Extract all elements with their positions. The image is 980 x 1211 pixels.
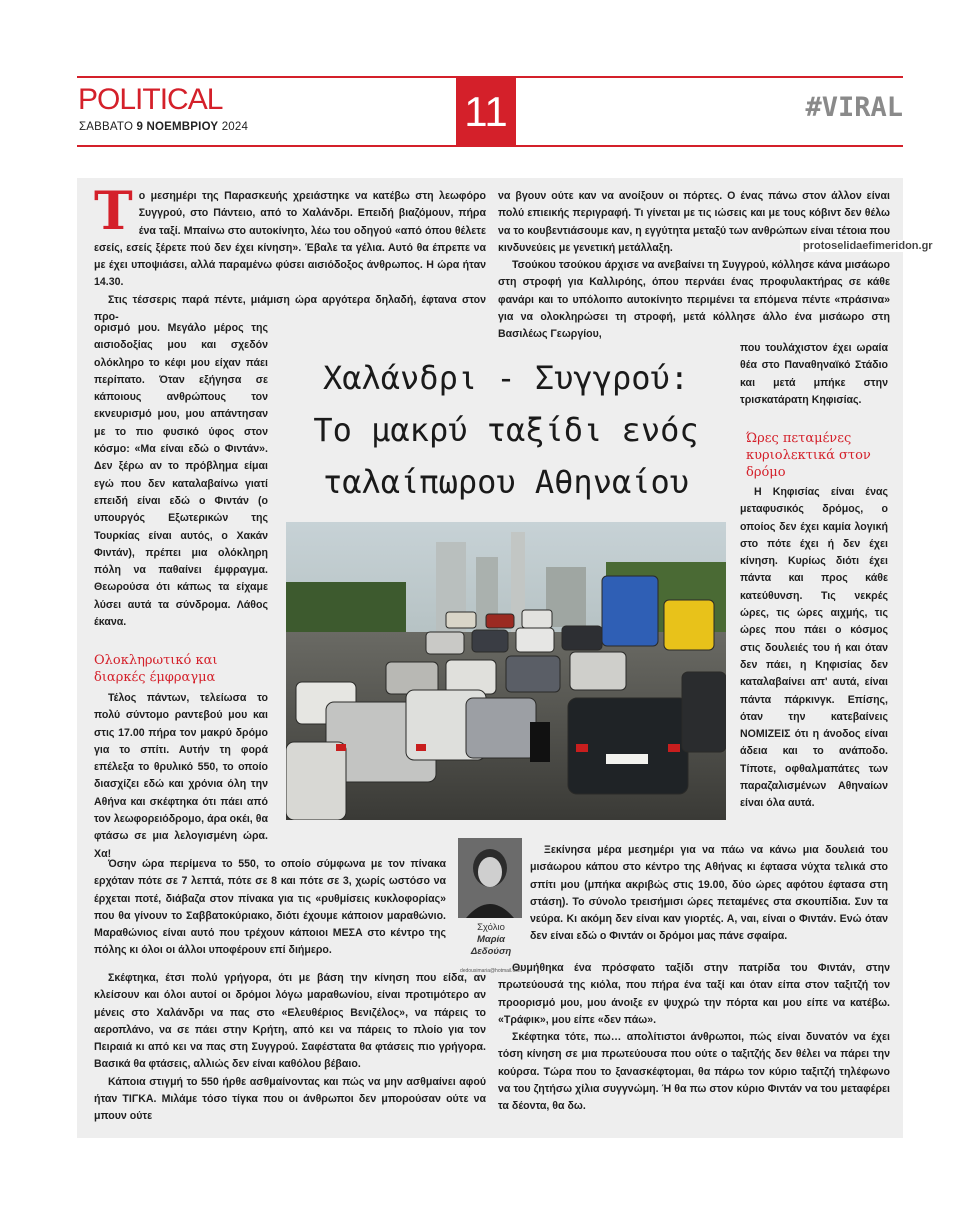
issue-date: [79, 121, 248, 133]
drop-cap: Τ: [94, 181, 133, 242]
headline: [286, 352, 726, 508]
left-column-upper: [94, 320, 268, 631]
article-intro: [94, 181, 486, 326]
paragraph-10: Ξεκίνησα μέρα μεσημέρι για να πάω να κάνω μια δουλειά του μισάωρου κάπου στο κέντρο της Αθήνας κι έφτασα νύχτα τελικά στο σπίτι μου (μπήκα ακριβώς στις 19.00, δύο ώρες αφότου έφτασα στη στάση). Το σύνολο τρεισήμισι ώρες πεταμένες στα σκουπίδια. Συν τα νεύρα. Κι ακόμη δεν είναι καν γιορτές. Α, ναι, είναι ο Φιντάν. Ενώ όταν δεν είναι εδώ ο Φιντάν οι δρόμοι μας πάνε σφαίρα.: [530, 844, 888, 943]
subheading-1: Ολοκληρωτικό και διαρκές έμφραγμα: [94, 653, 218, 685]
paragraph-3: Τέλος πάντων, τελείωσα το πολύ σύντομο ραντεβού μου και στις 17.00 πήρα τον μακρύ δρόμο για το σπίτι. Αυτήν τη φορά επέλεξα το θρυλικό 550, το οποίο διασχίζει εδώ και χρόνια όλη την Αθήνα και σκέφτηκα ότι πάει από τον λεωφορειόδρομο, άρα οκέι, θα φτάσω σε μια λελογισμένη ώρα. Χα!: [94, 692, 268, 860]
bottom-right-block: [530, 842, 888, 946]
bottom-left-block: [94, 856, 446, 960]
columnist-email: dedousimaria@hotmail.com: [459, 968, 523, 974]
columnist-label: [456, 922, 526, 958]
date-year: 2024: [221, 121, 249, 133]
paragraph-1: ο μεσημέρι της Παρασκευής χρειάστηκε να κατέβω στη λεωφόρο Συγγρού, στο Πάντειο, από το Χαλάνδρι. Επειδή βιαζόμουν, πήρα ένα ταξί. Μπαίνω στο αυτοκίνητο, λέω του οδηγού «από όπου θέλετε εσείς, εσείς ξέρετε πού δεν έχει κίνηση». Έβαλε τα γέλια. Αυτό θα έπρεπε να με έχει υποψιάσει, αλλά παραμένω φύσει αισιόδοξος άνθρωπος. Η ώρα ήταν 14.30.: [94, 190, 486, 289]
right-column-upper: [740, 340, 888, 409]
paragraph-8a: Τσούκου τσούκου άρχισε να ανεβαίνει τη Συγγρού, κόλλησε κάνα μισάωρο στη στροφή για Καλλιρόης, όπου περνάει ένας προφυλακτήρας σε κάθε φανάρι και το υπόλοιπο αυτοκίνητο περιμένει τα επόμενα πέντε «πράσινα» για να ολοκληρώσει τη στροφή, μετά κόλλησε άλλο ένα μισάωρο στη Βασιλέως Γεωργίου,: [498, 259, 890, 341]
subheading-2: Ώρες πεταμένες κυριολεκτικά στον δρόμο: [746, 431, 871, 480]
paragraph-12: Σκέφτηκα τότε, πω… απολίτιστοι άνθρωποι, πώς είναι δυνατόν να έχει τόση κίνηση σε μια πρωτεύουσα που ούτε ο ταξιτζής δεν θέλει να πάρει την κούρσα. Τώρα που το ξανασκέφτομαι, θα πάρω τον κύριο ταξιτζή τηλέφωνο να του ζητήσω χίλια συγγνώμη. Ή θα πω στον κύριο Φιντάν να του μεταφέρει τα δέοντα, θα δω.: [498, 1031, 890, 1113]
traffic-photo: [286, 522, 726, 820]
paragraph-4: Όσην ώρα περίμενα το 550, το οποίο σύμφωνα με τον πίνακα ερχόταν πότε σε 7 λεπτά, πότε σε 8 και πότε σε 3, χωρίς ωστόσο να έρχεται ποτέ, διάβαζα στον πίνακα για τις «ρυθμίσεις κυκλοφορίας» που θα γίνουν το Σαββατοκύριακο, διότι έχουμε κάποιον μαραθώνιο. Μαραθώνιος είναι αυτό που τρέχουν κάποιοι ΜΕΣΑ στο κέντρο της πόλης κι όλοι οι άλλοι υποφέρουν επί διήμερο.: [94, 858, 446, 957]
columnist-name-1: Μαρία: [476, 934, 506, 945]
paragraph-11: Θυμήθηκα ένα πρόσφατο ταξίδι στην πατρίδα του Φιντάν, στην πρωτεύουσά της κιόλα, που πήρα ένα ταξί και όταν είπα στον ταξιτζή τον προορισμό μου, μου άνοιξε εν ψυχρώ την πόρτα και μου είπε να κατέβω. «Τράφικ», μου είπε «δεν πάω».: [498, 962, 890, 1026]
newspaper-brand: POLITICAL: [78, 83, 223, 116]
paragraph-5: Σκέφτηκα, έτσι πολύ γρήγορα, ότι με βάση την κίνηση που είδα, αν κλείσουν και όλοι αυτοί οι δρόμοι λόγω μαραθωνίου, είναι προτιμότερο αν μένεις στο Χαλάνδρι να πας στο «Ελευθέριος Βενιζέλος», να πάρεις το αεροπλάνο, να σε πάει στην Κρήτη, από κει να πάρεις το πλοίο για τον Πειραιά κι από κει να πας στη Συγγρού. Σαφέστατα θα φτάσεις πιο γρήγορα. Βασικά θα φτάσεις, αλλιώς δεν είναι καθόλου βέβαιο.: [94, 972, 486, 1071]
bottom-right-block-2: [498, 960, 890, 1116]
bottom-left-block-2: [94, 970, 486, 1126]
headline-line-3: ταλαίπωρου Αθηναίου: [322, 463, 690, 501]
paragraph-8b: που τουλάχιστον έχει ωραία θέα στο Παναθηναϊκό Στάδιο και μετά μπήκε στην τρισκατάρατη Κηφισίας.: [740, 342, 888, 406]
paragraph-2b: ορισμό μου. Μεγάλο μέρος της αισιοδοξίας μου και σχεδόν ολόκληρο το κέφι μου είχαν πάει περίπατο. Όταν εξήγησα σε κάποιους ανθρώπους τον εκνευρισμό μου, μου απάντησαν με το πιο φυσικό ύφος στον κόσμο: «Μα είναι εδώ ο Φιντάν». Δεν ξέρω αν το πρόβλημα είμαι εγώ που δεν καταλαβαίνω γιατί επειδή είναι εδώ ο Φιντάν (ο υπουργός Εξωτερικών της Τουρκίας είναι αυτός, ο Χακάν Φιντάν), πρέπει μια ολόκληρη πόλη να παθαίνει έμφραγμα. Θεωρούσα ότι κάπως τα είχαμε λύσει αυτά τα σύνδρομα. Λάθος έκανα.: [94, 322, 268, 629]
date-day-month: 9 ΝΟΕΜΒΡΙΟΥ: [136, 121, 219, 133]
paragraph-2a: Στις τέσσερις παρά πέντε, μιάμιση ώρα αργότερα δηλαδή, έφτανα στον προ-: [94, 293, 486, 324]
paragraph-9: Η Κηφισίας είναι ένας μεταφυσικός δρόμος, ο οποίος δεν έχει καμία λογική στο πότε έχει ή δεν έχει κίνηση. Κυρίως διότι έχει πάντα και προς κάθε κατεύθυνση. Τις νεκρές ώρες, τις ώρες αιχμής, τις ώρες που πάει ο κόσμος στις δουλειές του ή και όταν δεν πάει, η Κηφισίας δεν καταλαβαίνει απ' αυτά, είναι πάντα πάρκινγκ. Επίσης, όταν την κατεβαίνεις ΝΟΜΙΖΕΙΣ ότι η άνοδος είναι άδεια και το ανάποδο. Τίποτε, οφθαλμαπάτες των παραζαλισμένων Αθηναίων είναι όλα αυτά.: [740, 486, 888, 810]
top-right-block: [498, 188, 890, 344]
headline-line-1: Χαλάνδρι - Συγγρού:: [322, 359, 690, 397]
source-watermark: protoselidaefimeridon.gr: [800, 240, 936, 252]
right-column-lower: [740, 484, 888, 813]
left-column-lower: [94, 690, 268, 863]
headline-line-2: Το μακρύ ταξίδι ενός: [313, 411, 699, 449]
column-type: Σχόλιο: [477, 922, 505, 933]
columnist-photo: [458, 838, 522, 918]
page-number: 11: [456, 76, 516, 147]
paragraph-7: να βγουν ούτε καν να ανοίξουν οι πόρτες. Ο ένας πάνω στον άλλον είναι πολύ επιεικής περιγραφή. Τι γίνεται με τις ιώσεις και με τους κόβιντ δεν θέλω να το κουβεντιάσουμε καν, η εγγύτητα μεταξύ των ανθρώπων είναι τέτοια που κινδυνεύεις με γενετική μετάλλαξη.: [498, 190, 890, 254]
section-title: #VIRAL: [805, 92, 903, 123]
columnist-name-2: Δεδούση: [470, 946, 512, 957]
paragraph-6: Κάποια στιγμή το 550 ήρθε ασθμαίνοντας και πώς να μην ασθμαίνει αφού ήταν ΤΙΓΚΑ. Μιλάμε τόσο τίγκα που οι άνθρωποι δεν μπορούσαν ούτε να μπουν ούτε: [94, 1075, 486, 1123]
date-day: ΣΑΒΒΑΤΟ: [79, 121, 134, 133]
